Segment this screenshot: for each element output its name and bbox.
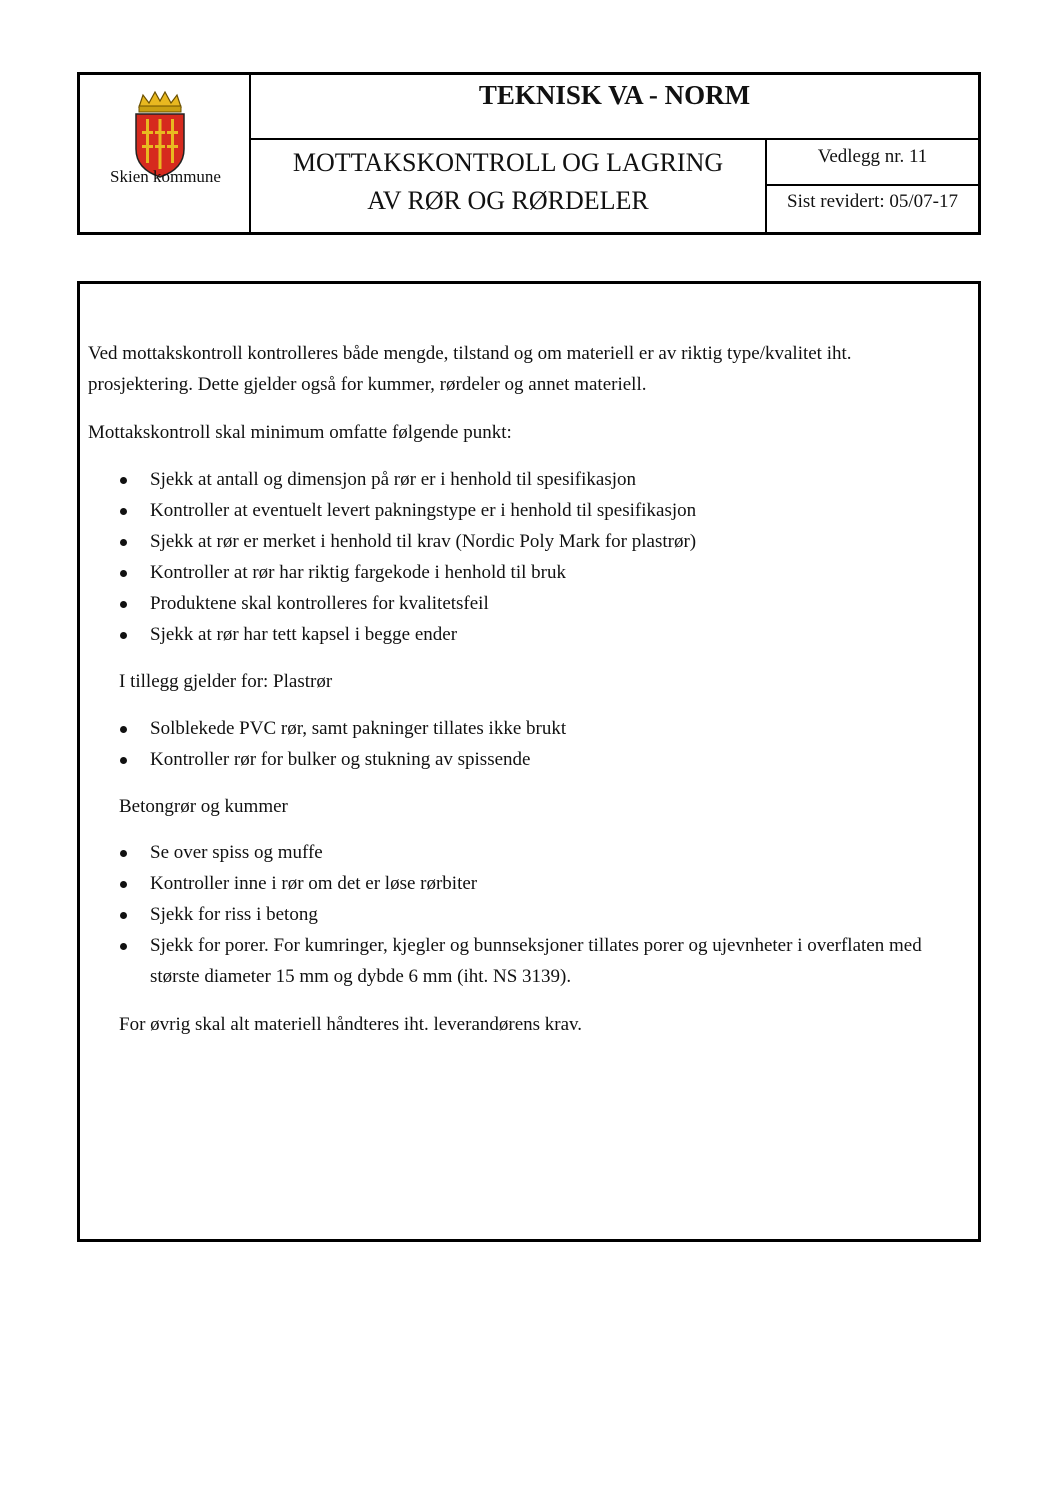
document-subtitle (251, 140, 767, 232)
subtitle-line-1: MOTTAKSKONTROLL OG LAGRING (292, 148, 724, 177)
logo-cell (80, 75, 251, 232)
list-item: Sjekk at rør har tett kapsel i begge ender (120, 619, 938, 650)
content-box (77, 281, 981, 1242)
list-item: Se over spiss og muffe (120, 837, 938, 868)
list-item: Sjekk at antall og dimensjon på rør er i henhold til spesifikasjon (120, 464, 938, 495)
intro-paragraph: Ved mottakskontroll kontrolleres både mengde, tilstand og om materiell er av riktig type/kvalitet iht. prosjektering. Dette gjelder også for kummer, rørdeler og annet materiell. (88, 343, 852, 395)
minimum-heading: Mottakskontroll skal minimum omfatte følgende punkt: (88, 422, 512, 443)
list-item: Kontroller at eventuelt levert pakningstype er i henhold til spesifikasjon (120, 495, 938, 526)
list-item: Kontroller at rør har riktig fargekode i henhold til bruk (120, 557, 938, 588)
revision-date: Sist revidert: 05/07-17 (787, 191, 958, 212)
concrete-check-list (120, 837, 938, 992)
municipality-name: Skien kommune (110, 167, 221, 186)
list-item: Kontroller inne i rør om det er løse rørbiter (120, 868, 938, 899)
list-item: Sjekk at rør er merket i henhold til krav (Nordic Poly Mark for plastrør) (120, 526, 938, 557)
plastic-heading: I tillegg gjelder for: Plastrør (119, 671, 333, 692)
closing-paragraph: For øvrig skal alt materiell håndteres iht. leverandørens krav. (119, 1014, 583, 1035)
concrete-heading: Betongrør og kummer (119, 796, 288, 817)
list-item: Solblekede PVC rør, samt pakninger tillates ikke brukt (120, 713, 938, 744)
general-check-list (120, 464, 938, 650)
list-item: Sjekk for riss i betong (120, 899, 938, 930)
list-item: Sjekk for porer. For kumringer, kjegler og bunnseksjoner tillates porer og ujevnheter i overflaten med største diameter 15 mm og dybde 6 mm (iht. NS 3139). (120, 930, 938, 992)
subtitle-line-2: AV RØR OG RØRDELER (367, 186, 649, 215)
attachment-number: Vedlegg nr. 11 (767, 140, 978, 186)
document-title: TEKNISK VA - NORM (251, 75, 978, 140)
list-item: Kontroller rør for bulker og stukning av spissende (120, 744, 938, 775)
list-item: Produktene skal kontrolleres for kvalitetsfeil (120, 588, 938, 619)
coat-of-arms-icon (129, 89, 191, 179)
plastic-check-list (120, 713, 938, 775)
document-header (77, 72, 981, 235)
